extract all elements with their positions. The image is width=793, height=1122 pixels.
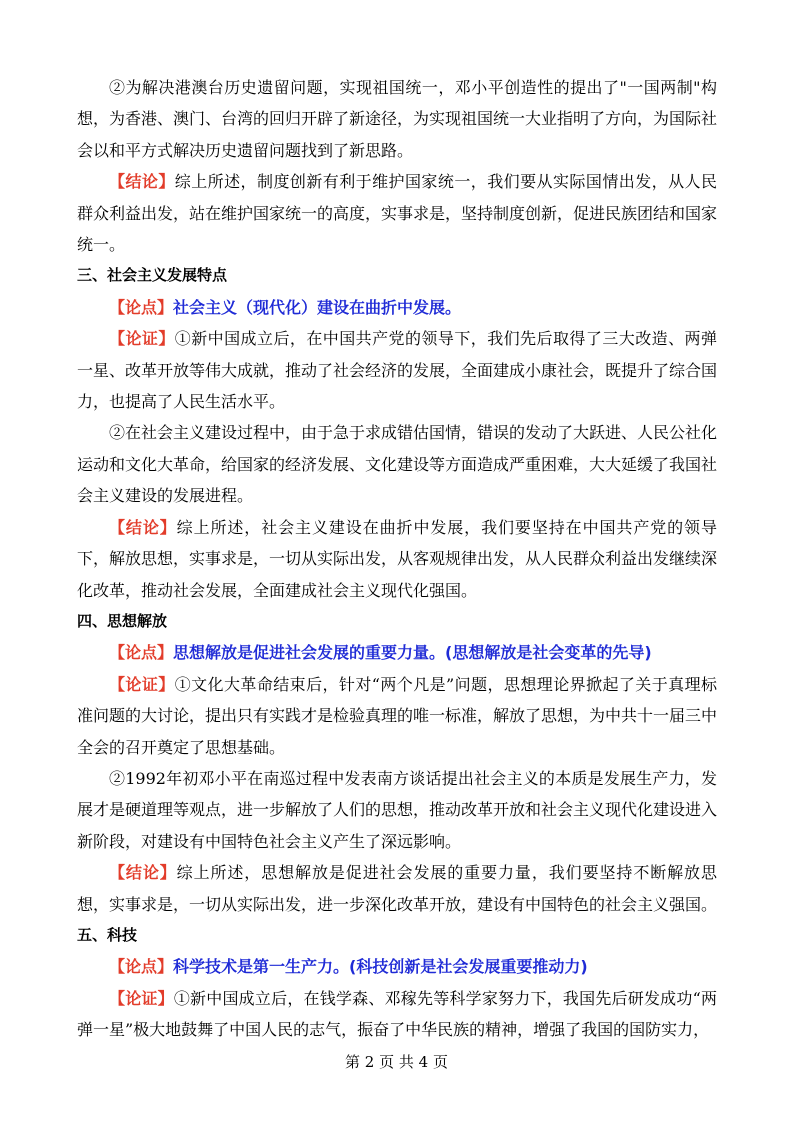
section-heading-4: 四、思想解放: [77, 611, 168, 630]
point-tag: 【论点】: [109, 643, 174, 663]
conclusion-paragraph-3: [77, 512, 717, 606]
page-footer: 第 2 页 共 4 页: [345, 1053, 448, 1071]
argument-text: ①文化大革命结束后，针对“两个凡是”问题，思想理论界掀起了关于真理标准问题的大讨论，提出只有实践才是检验真理的唯一标准，解放了思想，为中共十一届三中全会的召开奠定了思想基础。: [77, 674, 718, 757]
argument-tag: 【论证】: [109, 329, 175, 349]
conclusion-tag: 【结论】: [109, 517, 177, 537]
argument-tag: 【论证】: [109, 674, 175, 694]
point-tag: 【论点】: [109, 297, 174, 317]
section-heading-3: 三、社会主义发展特点: [77, 266, 228, 285]
conclusion-paragraph-4: [77, 857, 717, 920]
conclusion-text: 综上所述，社会主义建设在曲折中发展，我们要坚持在中国共产党的领导下，解放思想，实事求是，一切从实际出发，从客观规律出发，从人民群众利益出发继续深化改革，推动社会发展，全面建成社会主义现代化强国。: [77, 517, 718, 600]
argument-tag: 【论证】: [109, 988, 174, 1008]
conclusion-text: 综上所述，思想解放是促进社会发展的重要力量，我们要坚持不断解放思想，实事求是，一切从实际出发，进一步深化改革开放，建设有中国特色的社会主义强国。: [77, 863, 718, 914]
point-text: 思想解放是促进社会发展的重要力量。(思想解放是社会变革的先导): [173, 643, 652, 663]
argument-text: ①新中国成立后，在钱学森、邓稼先等科学家努力下，我国先后研发成功“两弹一星”极大地鼓舞了中国人民的志气，振奋了中华民族的精神，增强了我国的国防实力，: [77, 988, 717, 1040]
point-tag: 【论点】: [109, 957, 174, 977]
conclusion-tag: 【结论】: [109, 172, 175, 192]
point-paragraph-4: [77, 637, 717, 668]
point-text: 社会主义（现代化）建设在曲折中发展。: [173, 297, 462, 317]
point-text: 科学技术是第一生产力。(科技创新是社会发展重要推动力): [173, 957, 588, 977]
conclusion-text: 综上所述，制度创新有利于维护国家统一，我们要从实际国情出发，从人民群众利益出发，站在维护国家统一的高度，实事求是，坚持制度创新，促进民族团结和国家统一。: [77, 172, 718, 255]
point-paragraph-5: [77, 951, 717, 982]
section-heading-5: 五、科技: [77, 925, 138, 944]
paragraph-one-country-two-systems: ②为解决港澳台历史遗留问题，实现祖国统一，邓小平创造性的提出了"一国两制"构想，为香港、澳门、台湾的回归开辟了新途径，为实现祖国统一大业指明了方向，为国际社会以和平方式解决历史遗留问题找到了新思路。: [77, 78, 718, 160]
conclusion-paragraph-1: [77, 166, 717, 260]
argument-paragraph-4-1: [77, 669, 717, 763]
page-content: [77, 72, 717, 1046]
conclusion-tag: 【结论】: [109, 863, 177, 883]
point-paragraph-3: [77, 292, 717, 323]
argument-text: ①新中国成立后，在中国共产党的领导下，我们先后取得了三大改造、两弹一星、改革开放等伟大成就，推动了社会经济的发展，全面建成小康社会，既提升了综合国力，也提高了人民生活水平。: [77, 329, 718, 412]
argument-paragraph-5-1: [77, 983, 717, 1046]
argument-paragraph-3-1: [77, 323, 717, 417]
argument-paragraph-3-2: ②在社会主义建设过程中，由于急于求成错估国情，错误的发动了大跃进、人民公社化运动和文化大革命，给国家的经济发展、文化建设等方面造成严重困难，大大延缓了我国社会主义建设的发展进程。: [77, 423, 718, 506]
argument-paragraph-4-2: ②1992年初邓小平在南巡过程中发表南方谈话提出社会主义的本质是发展生产力，发展才是硬道理等观点，进一步解放了人们的思想，推动改革开放和社会主义现代化建设进入新阶段，对建设有中国特色社会主义产生了深远影响。: [77, 768, 718, 851]
